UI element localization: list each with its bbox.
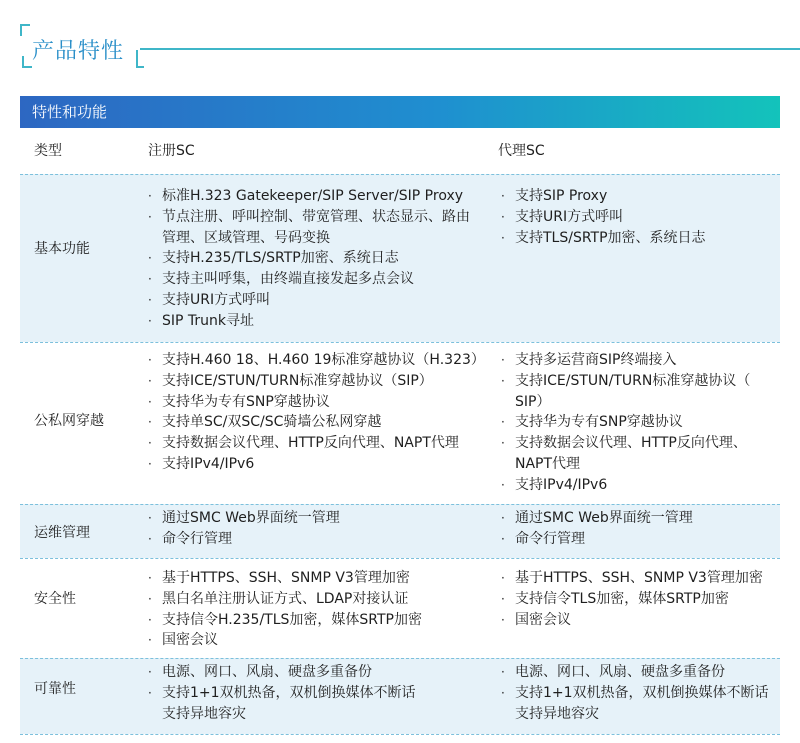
table-bottom-border <box>20 734 780 735</box>
item-text: 支持异地容灾 <box>162 705 246 722</box>
proxy-cell <box>497 186 787 248</box>
bullet-icon: · <box>148 685 152 700</box>
item-text: 支持华为专有SNP穿越协议 <box>162 393 330 410</box>
item-text: 支持IPv4/IPv6 <box>162 455 255 472</box>
table-row <box>20 658 780 734</box>
bullet-icon: · <box>148 415 152 430</box>
bullet-icon: · <box>148 272 152 287</box>
item-text: 支持SIP Proxy <box>515 188 608 204</box>
item-text: 支持单SC/双SC/SC骑墙公私网穿越 <box>162 414 382 431</box>
list-item <box>144 228 494 249</box>
row-label: 基本功能 <box>34 241 90 257</box>
item-text: 命令行管理 <box>162 530 232 547</box>
item-text: 支持1+1双机热备，双机倒换媒体不断话 <box>162 684 416 701</box>
item-text: 支持信令H.235/TLS加密，媒体SRTP加密 <box>162 611 422 628</box>
bullet-icon: · <box>148 209 152 224</box>
bullet-icon: · <box>501 209 505 224</box>
section-header <box>0 0 800 80</box>
corner-bracket-top <box>20 24 30 36</box>
title-underline-notch <box>136 50 144 68</box>
registrar-cell <box>144 350 494 475</box>
registrar-cell <box>144 662 494 724</box>
item-text: 支持URI方式呼叫 <box>515 208 624 225</box>
list-item <box>497 228 787 249</box>
bullet-icon: · <box>148 511 152 525</box>
row-label: 安全性 <box>34 591 76 607</box>
item-text: 支持华为专有SNP穿越协议 <box>515 414 683 431</box>
list-item <box>497 371 787 392</box>
item-text: 通过SMC Web界面统一管理 <box>515 510 693 526</box>
row-separator <box>20 504 780 505</box>
table-title-band: 特性和功能 <box>20 96 780 128</box>
list-item <box>497 704 787 725</box>
list-item <box>144 412 494 433</box>
item-text: 基于HTTPS、SSH、SNMP V3管理加密 <box>162 570 410 586</box>
list-item <box>497 610 787 631</box>
list-item <box>144 630 494 651</box>
bullet-icon: · <box>148 251 152 266</box>
row-separator <box>20 558 780 559</box>
item-text: 支持1+1双机热备，双机倒换媒体不断话 <box>515 684 769 701</box>
list-item <box>497 683 787 704</box>
item-text: 标准H.323 Gatekeeper/SIP Server/SIP Proxy <box>162 188 464 204</box>
bullet-icon: · <box>148 189 152 203</box>
list-item <box>497 392 787 413</box>
bullet-icon: · <box>148 436 152 451</box>
item-text: 电源、网口、风扇、硬盘多重备份 <box>162 664 372 680</box>
list-item <box>144 269 494 290</box>
row-separator <box>20 342 780 343</box>
bullet-icon: · <box>148 456 152 471</box>
list-item <box>144 704 494 725</box>
bullet-icon: · <box>148 633 152 648</box>
row-separator <box>20 658 780 659</box>
list-item <box>144 207 494 228</box>
table-row <box>20 504 780 558</box>
bullet-icon: · <box>501 591 505 606</box>
item-text: 管理、区域管理、号码变换 <box>162 229 330 246</box>
item-text: 节点注册、呼叫控制、带宽管理、状态显示、路由 <box>162 208 470 225</box>
list-item <box>144 433 494 454</box>
proxy-cell <box>497 350 787 496</box>
bullet-icon: · <box>501 511 505 525</box>
list-item <box>497 454 787 475</box>
bullet-icon: · <box>501 230 505 245</box>
item-text: 命令行管理 <box>515 530 585 547</box>
table-row <box>20 174 780 342</box>
item-text: 支持信令TLS加密，媒体SRTP加密 <box>515 590 729 607</box>
list-item <box>497 186 787 207</box>
item-text: 支持多运营商SIP终端接入 <box>515 352 677 368</box>
proxy-cell <box>497 568 787 630</box>
header-proxy: 代理SC <box>498 143 545 159</box>
item-text: SIP） <box>515 393 551 410</box>
item-text: 黑白名单注册认证方式、LDAP对接认证 <box>162 590 409 607</box>
header-registrar: 注册SC <box>148 143 195 159</box>
corner-bracket-bottom <box>22 56 32 68</box>
bullet-icon: · <box>501 612 505 627</box>
bullet-icon: · <box>501 189 505 203</box>
bullet-icon: · <box>501 531 505 546</box>
item-text: 支持ICE/STUN/TURN标准穿越协议（SIP） <box>162 372 433 389</box>
item-text: 支持URI方式呼叫 <box>162 291 271 308</box>
list-item <box>144 311 494 332</box>
list-item <box>497 412 787 433</box>
list-item <box>497 508 787 529</box>
row-separator <box>20 174 780 175</box>
list-item <box>497 350 787 371</box>
item-text: 支持数据会议代理、HTTP反向代理、NAPT代理 <box>162 435 459 452</box>
bullet-icon: · <box>501 665 505 679</box>
bullet-icon: · <box>148 531 152 546</box>
list-item <box>144 529 494 550</box>
bullet-icon: · <box>501 436 505 451</box>
title-underline <box>140 48 800 50</box>
item-text: 支持主叫呼集，由终端直接发起多点会议 <box>162 271 414 288</box>
item-text: 支持ICE/STUN/TURN标准穿越协议（ <box>515 372 751 389</box>
list-item <box>144 350 494 371</box>
table-row <box>20 342 780 504</box>
row-label: 可靠性 <box>34 681 76 697</box>
bullet-icon: · <box>148 591 152 606</box>
list-item <box>144 568 494 589</box>
registrar-cell <box>144 508 494 550</box>
bullet-icon: · <box>148 665 152 679</box>
list-item <box>144 371 494 392</box>
item-text: 支持IPv4/IPv6 <box>515 476 608 493</box>
bullet-icon: · <box>501 415 505 430</box>
list-item <box>144 392 494 413</box>
item-text: 支持数据会议代理、HTTP反向代理、 <box>515 435 747 452</box>
list-item <box>497 529 787 550</box>
table-row <box>20 558 780 658</box>
item-text: 国密会议 <box>515 611 571 628</box>
bullet-icon: · <box>148 373 152 388</box>
registrar-cell <box>144 186 494 332</box>
item-text: 电源、网口、风扇、硬盘多重备份 <box>515 664 725 680</box>
header-type: 类型 <box>34 143 62 159</box>
proxy-cell <box>497 508 787 550</box>
list-item <box>144 454 494 475</box>
item-text: 支持H.460 18、H.460 19标准穿越协议（H.323） <box>162 352 485 368</box>
list-item <box>497 433 787 454</box>
bullet-icon: · <box>501 353 505 367</box>
item-text: 支持TLS/SRTP加密、系统日志 <box>515 229 706 246</box>
bullet-icon: · <box>501 685 505 700</box>
item-text: 支持H.235/TLS/SRTP加密、系统日志 <box>162 250 399 267</box>
list-item <box>497 207 787 228</box>
list-item <box>144 610 494 631</box>
bullet-icon: · <box>148 612 152 627</box>
bullet-icon: · <box>148 313 152 328</box>
item-text: 国密会议 <box>162 632 218 649</box>
list-item <box>497 662 787 683</box>
list-item <box>497 475 787 496</box>
list-item <box>497 568 787 589</box>
list-item <box>144 589 494 610</box>
proxy-cell <box>497 662 787 724</box>
item-text: 支持异地容灾 <box>515 705 599 722</box>
bullet-icon: · <box>501 477 505 492</box>
bullet-icon: · <box>501 373 505 388</box>
item-text: 通过SMC Web界面统一管理 <box>162 510 340 526</box>
list-item <box>144 186 494 207</box>
bullet-icon: · <box>148 353 152 367</box>
list-item <box>144 662 494 683</box>
row-label: 公私网穿越 <box>34 413 104 429</box>
list-item <box>144 683 494 704</box>
bullet-icon: · <box>148 571 152 585</box>
list-item <box>144 290 494 311</box>
row-label: 运维管理 <box>34 525 90 541</box>
bullet-icon: · <box>148 394 152 409</box>
list-item <box>144 508 494 529</box>
section-title: 产品特性 <box>32 39 125 64</box>
list-item <box>497 589 787 610</box>
list-item <box>144 248 494 269</box>
bullet-icon: · <box>501 571 505 585</box>
item-text: SIP Trunk寻址 <box>162 312 255 329</box>
bullet-icon: · <box>148 292 152 307</box>
item-text: 基于HTTPS、SSH、SNMP V3管理加密 <box>515 570 763 586</box>
registrar-cell <box>144 568 494 651</box>
item-text: NAPT代理 <box>515 455 581 472</box>
